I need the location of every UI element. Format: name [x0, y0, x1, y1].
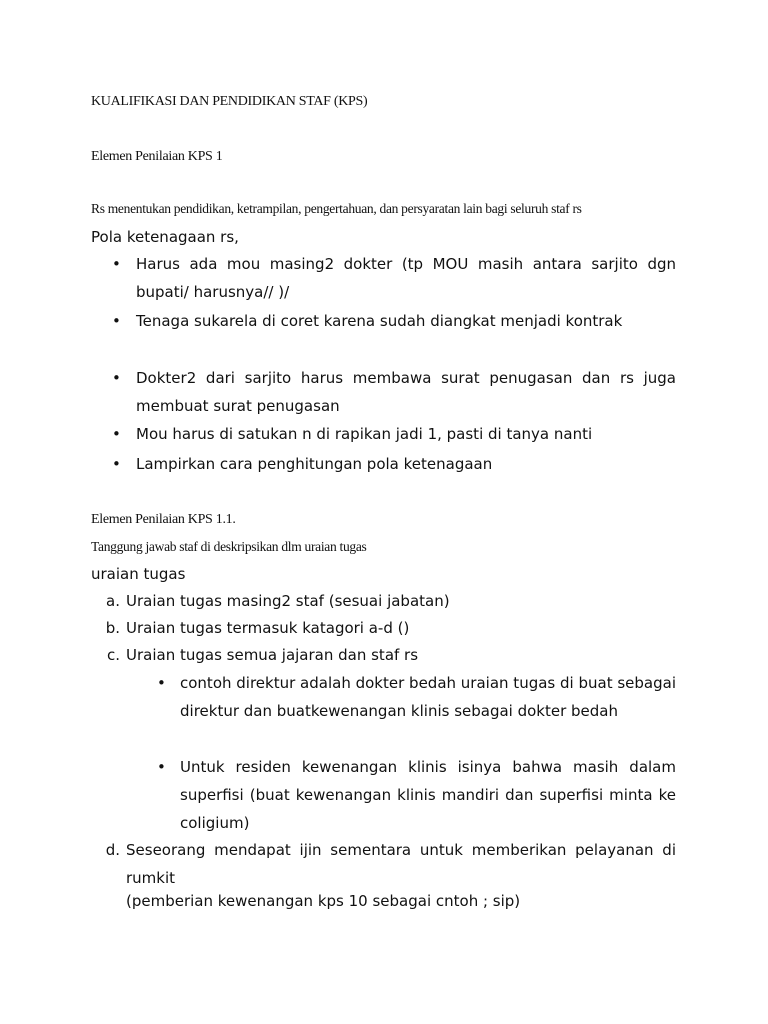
list-marker: a.: [106, 592, 120, 610]
bullet-icon: •: [157, 758, 166, 776]
document-title: KUALIFIKASI DAN PENDIDIKAN STAF (KPS): [91, 94, 368, 109]
list-item: Uraian tugas semua jajaran dan staf rs: [126, 646, 419, 664]
list-item: Uraian tugas termasuk katagori a-d (): [126, 619, 410, 637]
bullet-icon: •: [157, 674, 166, 692]
list-marker: d.: [105, 841, 120, 859]
list-item: Lampirkan cara penghitungan pola ketenagaan: [136, 455, 493, 473]
list-item: Uraian tugas masing2 staf (sesuai jabatan): [126, 592, 450, 610]
section1-note-title: Pola ketenagaan rs,: [91, 228, 239, 246]
list-item: Mou harus di satukan n di rapikan jadi 1, pasti di tanya nanti: [136, 425, 593, 443]
list-marker: b.: [105, 619, 120, 637]
section1-standard: Rs menentukan pendidikan, ketrampilan, pengertahuan, dan persyaratan lain bagi seluruh staf rs: [91, 201, 582, 216]
section2-note-title: uraian tugas: [91, 565, 186, 583]
section2-standard: Tanggung jawab staf di deskripsikan dlm uraian tugas: [91, 539, 367, 554]
list-item: Tenaga sukarela di coret karena sudah diangkat menjadi kontrak: [136, 312, 623, 330]
list-item: Harus ada mou masing2 dokter (tp MOU masih antara sarjito dgn bupati/ harusnya// )/: [136, 255, 676, 301]
bullet-icon: •: [112, 255, 121, 273]
bullet-icon: •: [112, 425, 121, 443]
sub-list-item: contoh direktur adalah dokter bedah uraian tugas di buat sebagai direktur dan buatkewenangan klinis sebagai dokter bedah: [180, 674, 676, 720]
bullet-icon: •: [112, 369, 121, 387]
sub-list-item: Untuk residen kewenangan klinis isinya bahwa masih dalam superfisi (buat kewenangan klinis mandiri dan superfisi minta ke coligium): [180, 758, 676, 832]
bullet-icon: •: [112, 455, 121, 473]
section1-heading: Elemen Penilaian KPS 1: [91, 149, 223, 164]
list-item: Seseorang mendapat ijin sementara untuk memberikan pelayanan di rumkit: [126, 841, 676, 887]
list-marker: c.: [106, 646, 120, 664]
bullet-icon: •: [112, 312, 121, 330]
list-item: Dokter2 dari sarjito harus membawa surat penugasan dan rs juga membuat surat penugasan: [136, 369, 676, 415]
list-item-note: (pemberian kewenangan kps 10 sebagai cntoh ; sip): [126, 892, 521, 910]
section2-heading: Elemen Penilaian KPS 1.1.: [91, 512, 236, 527]
